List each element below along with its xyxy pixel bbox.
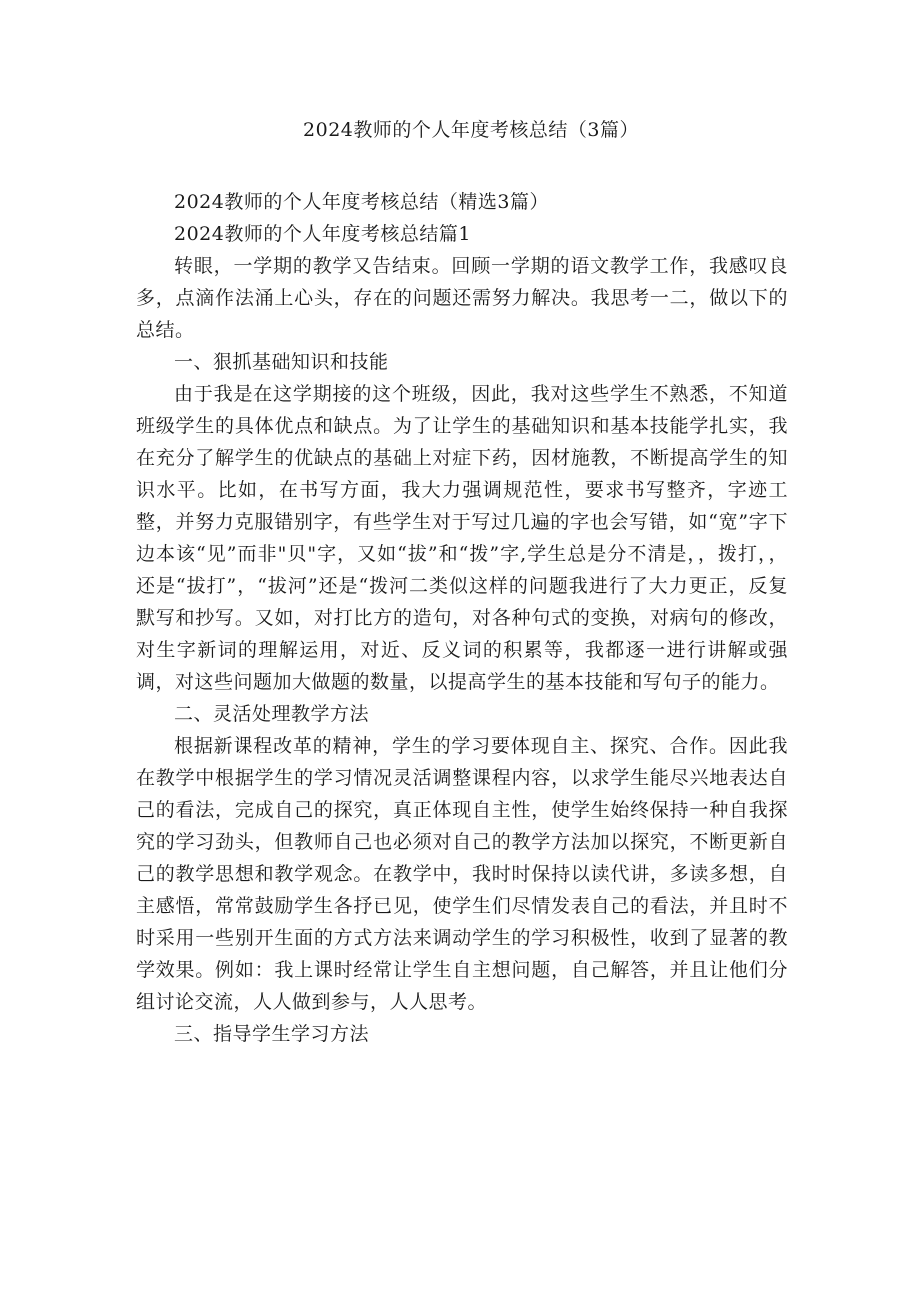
intro-paragraph: 转眼，一学期的教学又告结束。回顾一学期的语文教学工作，我感叹良多，点滴作法涌上心头，存在的问题还需努力解决。我思考一二，做以下的总结。: [136, 255, 788, 341]
document-subtitle-part-1: 2024教师的个人年度考核总结篇1: [174, 223, 471, 245]
document-title: 2024教师的个人年度考核总结（3篇）: [303, 119, 639, 141]
section-1-body: 由于我是在这学期接的这个班级，因此，我对这些学生不熟悉，不知道班级学生的具体优点和缺点。为了让学生的基础知识和基本技能学扎实，我在充分了解学生的优缺点的基础上对症下药，因材施教，不断提高学生的知识水平。比如，在书写方面，我大力强调规范性，要求书写整齐，字迹工整，并努力克服错别字，有些学生对于写过几遍的字也会写错，如“宽”字下边本该“见”而非"贝"字，又如“拔”和“拨”字,学生总是分不清是，，拨打，，还是“拔打”，“拔河”还是“拨河二类似这样的问题我进行了大力更正，反复默写和抄写。又如，对打比方的造句，对各种句式的变换，对病句的修改，对生字新词的理解运用，对近、反义词的积累等，我都逐一进行讲解或强调，对这些问题加大做题的数量，以提高学生的基本技能和写句子的能力。: [136, 383, 788, 693]
document-subtitle-collection: 2024教师的个人年度考核总结（精选3篇）: [174, 191, 549, 213]
section-3-heading: 三、指导学生学习方法: [174, 1023, 370, 1045]
document-page: [136, 114, 788, 1050]
section-2-heading: 二、灵活处理教学方法: [174, 703, 370, 725]
section-2-body: 根据新课程改革的精神，学生的学习要体现自主、探究、合作。因此我在教学中根据学生的学习情况灵活调整课程内容，以求学生能尽兴地表达自己的看法，完成自己的探究，真正体现自主性，使学生始终保持一种自我探究的学习劲头，但教师自己也必须对自己的教学方法加以探究，不断更新自己的教学思想和教学观念。在教学中，我时时保持以读代讲，多读多想，自主感悟，常常鼓励学生各抒已见，使学生们尽情发表自己的看法，并且时不时采用一些别开生面的方式方法来调动学生的学习积极性，收到了显著的教学效果。例如：我上课时经常让学生自主想问题，自己解答，并且让他们分组讨论交流，人人做到参与，人人思考。: [136, 735, 788, 1013]
section-1-heading: 一、狠抓基础知识和技能: [174, 351, 389, 373]
